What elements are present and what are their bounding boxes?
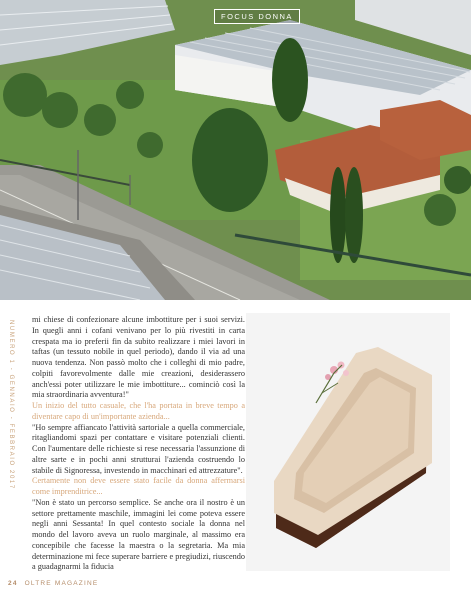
issue-label-text: NUMERO 1 - GENNAIO - FEBBRAIO 2017 bbox=[8, 320, 14, 490]
issue-vertical-label bbox=[5, 320, 15, 575]
highlight-question: Certamente non deve essere stato facile da donna affermarsi come imprenditrice... bbox=[32, 476, 245, 496]
highlight-question: Un inizio del tutto casuale, che l'ha portata in breve tempo a diventare capo di un'importante azienda... bbox=[32, 401, 245, 421]
magazine-name: OLTRE MAGAZINE bbox=[24, 580, 99, 587]
casket-photo bbox=[246, 313, 450, 571]
page-number: 24 bbox=[8, 580, 18, 587]
body-paragraph: "Ho sempre affiancato l'attività sartoriale a quella commerciale, ritagliandomi spazi per contattare e visitare potenziali clienti. Con l'aumentare delle richieste si rese necessaria l'assunzione di altre sarte e in pochi anni strutturai l'azienda costruendo lo stabile di Signoressa, investendo in macchinari ed attrezzature". bbox=[32, 422, 245, 475]
body-paragraph: mi chiese di confezionare alcune imbottiture per i suoi servizi. In quegli anni i cofani venivano per lo più rivestiti in carta crespata ma io preferii fin da subito realizzare i miei lavori in taftas (un tessuto nobile in quel periodo), dando il via ad una nuova tendenza. Non passò molto che i colleghi di mio padre, colpiti favorevolmente dalle mie creazioni, desiderassero anch'essi poter utilizzare le mie imbottiture... cominciò così la mia straordinaria avventura!" bbox=[32, 315, 245, 400]
section-tag: FOCUS DONNA bbox=[214, 9, 300, 24]
page-footer bbox=[8, 580, 98, 587]
body-paragraph: "Non è stato un percorso semplice. Se anche ora il nostro è un settore prettamente maschile, immagini lei come poteva essere negli anni Sessanta! In quel contesto sociale la donna nel mondo del lavoro aveva un ruolo marginale, al massimo era concepibile che facesse la maestra o la segretaria. Ma mia determinazione mi fece superare barriere e pregiudizi, riuscendo a guadagnarmi la fiducia bbox=[32, 497, 245, 572]
article-body bbox=[32, 315, 245, 573]
